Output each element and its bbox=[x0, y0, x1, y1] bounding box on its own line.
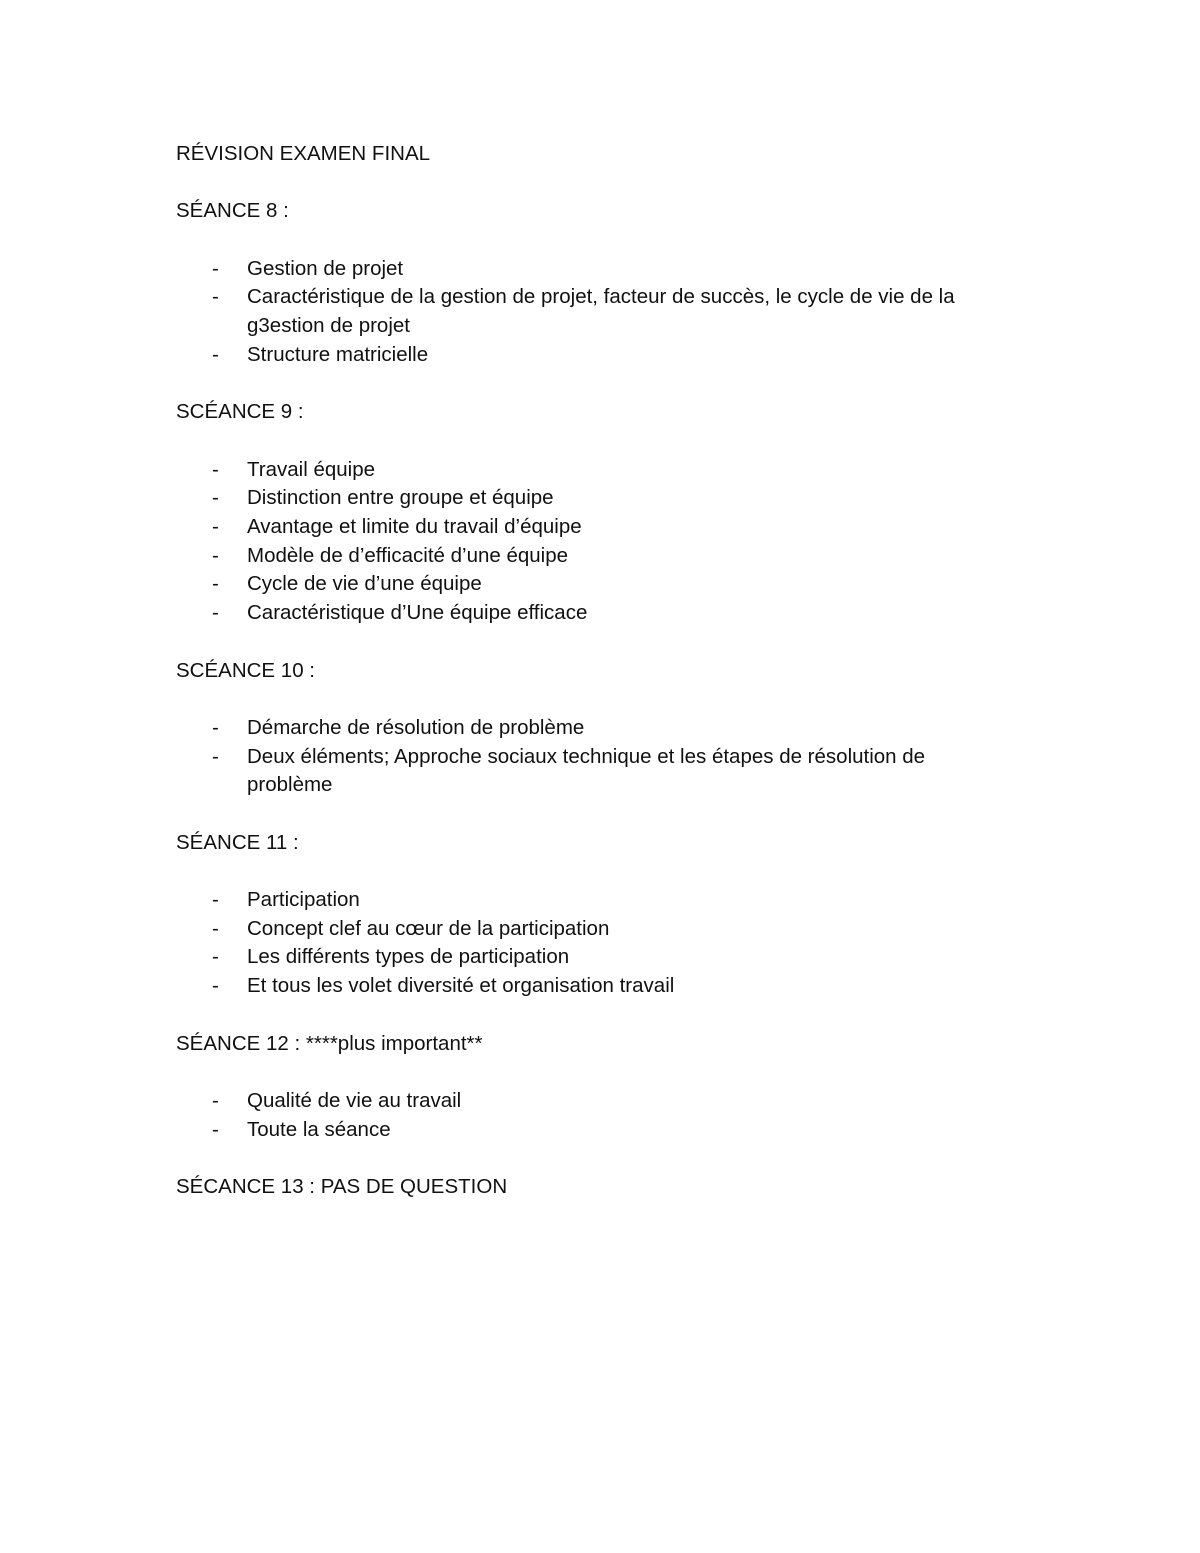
bullet-dash: - bbox=[212, 974, 219, 998]
bullet-dash: - bbox=[212, 601, 219, 625]
list-item bbox=[176, 743, 1016, 800]
list-item-text: Avantage et limite du travail d’équipe bbox=[247, 515, 582, 539]
list-item-text: Concept clef au cœur de la participation bbox=[247, 916, 610, 940]
section bbox=[176, 1173, 1016, 1202]
list-item bbox=[176, 570, 1016, 599]
section-heading: SCÉANCE 10 : bbox=[176, 658, 315, 682]
bullet-dash: - bbox=[212, 543, 219, 567]
bullet-list bbox=[176, 886, 1016, 1001]
bullet-list bbox=[176, 714, 1016, 800]
list-item-text: Caractéristique de la gestion de projet, facteur de succès, le cycle de vie de la g3estion de projet bbox=[247, 285, 955, 338]
section bbox=[176, 197, 1016, 369]
bullet-dash: - bbox=[212, 457, 219, 481]
document-body bbox=[176, 140, 1016, 1202]
section bbox=[176, 1030, 1016, 1145]
section-heading: SÉCANCE 13 : PAS DE QUESTION bbox=[176, 1175, 508, 1199]
bullet-dash: - bbox=[212, 572, 219, 596]
list-item-text: Structure matricielle bbox=[247, 342, 429, 366]
sections-container bbox=[176, 197, 1016, 1201]
list-item-text: Cycle de vie d’une équipe bbox=[247, 572, 482, 596]
list-item-text: Distinction entre groupe et équipe bbox=[247, 486, 554, 510]
bullet-dash: - bbox=[212, 515, 219, 539]
list-item-text: Modèle de d’efficacité d’une équipe bbox=[247, 543, 569, 567]
list-item bbox=[176, 599, 1016, 628]
list-item-text: Toute la séance bbox=[247, 1117, 391, 1141]
bullet-dash: - bbox=[212, 945, 219, 969]
bullet-list bbox=[176, 456, 1016, 628]
bullet-dash: - bbox=[212, 888, 219, 912]
list-item bbox=[176, 484, 1016, 513]
list-item bbox=[176, 456, 1016, 485]
list-item-text: Deux éléments; Approche sociaux technique et les étapes de résolution de problème bbox=[247, 744, 926, 797]
list-item-text: Participation bbox=[247, 888, 360, 912]
document-title: RÉVISION EXAMEN FINAL bbox=[176, 142, 431, 165]
bullet-dash: - bbox=[212, 1117, 219, 1141]
section bbox=[176, 829, 1016, 1001]
bullet-dash: - bbox=[212, 744, 219, 768]
list-item-text: Les différents types de participation bbox=[247, 945, 570, 969]
list-item bbox=[176, 886, 1016, 915]
section-heading: SÉANCE 8 : bbox=[176, 199, 289, 223]
list-item-text: Travail équipe bbox=[247, 457, 376, 481]
section-heading: SCÉANCE 9 : bbox=[176, 400, 304, 424]
bullet-list bbox=[176, 255, 1016, 370]
bullet-dash: - bbox=[212, 1088, 219, 1112]
list-item bbox=[176, 513, 1016, 542]
section-heading: SÉANCE 12 : ****plus important** bbox=[176, 1031, 483, 1055]
list-item bbox=[176, 943, 1016, 972]
section bbox=[176, 398, 1016, 628]
bullet-list bbox=[176, 1087, 1016, 1144]
bullet-dash: - bbox=[212, 342, 219, 366]
list-item bbox=[176, 542, 1016, 571]
section-heading: SÉANCE 11 : bbox=[176, 830, 299, 854]
list-item bbox=[176, 255, 1016, 284]
list-item bbox=[176, 714, 1016, 743]
list-item-text: Démarche de résolution de problème bbox=[247, 715, 585, 739]
bullet-dash: - bbox=[212, 285, 219, 309]
list-item bbox=[176, 283, 1016, 340]
list-item bbox=[176, 1087, 1016, 1116]
section bbox=[176, 657, 1016, 800]
list-item-text: Caractéristique d’Une équipe efficace bbox=[247, 601, 588, 625]
list-item-text: Gestion de projet bbox=[247, 256, 404, 280]
list-item-text: Et tous les volet diversité et organisation travail bbox=[247, 974, 675, 998]
list-item bbox=[176, 1116, 1016, 1145]
list-item bbox=[176, 341, 1016, 370]
list-item bbox=[176, 915, 1016, 944]
list-item bbox=[176, 972, 1016, 1001]
bullet-dash: - bbox=[212, 916, 219, 940]
bullet-dash: - bbox=[212, 715, 219, 739]
list-item-text: Qualité de vie au travail bbox=[247, 1088, 462, 1112]
bullet-dash: - bbox=[212, 256, 219, 280]
bullet-dash: - bbox=[212, 486, 219, 510]
